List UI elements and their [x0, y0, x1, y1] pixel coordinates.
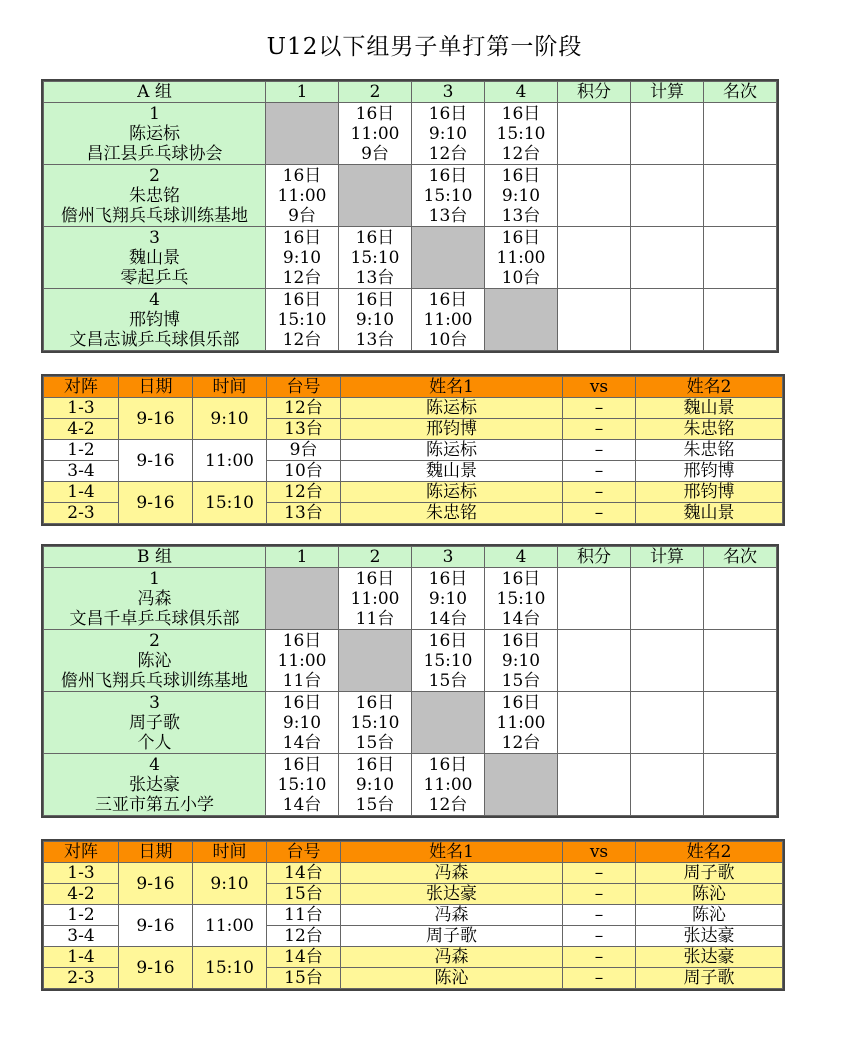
match-table: 15台 [428, 670, 468, 691]
match-date: 16日 [428, 289, 468, 310]
sched-a-header: 日期 [119, 377, 193, 398]
match-table: 9台 [361, 143, 389, 164]
match-player1: 陈运标 [341, 482, 563, 503]
group-a-score-cell [631, 165, 704, 227]
group-a-match-cell [485, 165, 558, 227]
group-a-player-row [44, 165, 777, 227]
match-time: 9:10 [355, 774, 395, 795]
group-b-match-cell [339, 692, 412, 754]
group-a-label: A 组 [44, 82, 266, 103]
match-vs: – [563, 503, 636, 524]
match-time: 15:10 [496, 123, 546, 144]
group-a-match-cell [485, 103, 558, 165]
match-time: 15:10 [277, 774, 327, 795]
match-player2: 魏山景 [636, 503, 783, 524]
group-a-match-cell [266, 165, 339, 227]
match-time: 15:10 [193, 482, 267, 524]
sched-a-match-row [44, 398, 783, 419]
match-vs: – [563, 461, 636, 482]
sched-a-header: 对阵 [44, 377, 119, 398]
match-date: 16日 [501, 630, 541, 651]
match-table: 12台 [282, 329, 322, 350]
group-a-player-row [44, 103, 777, 165]
group-a-grid [43, 81, 777, 351]
sched-a-header: vs [563, 377, 636, 398]
match-time: 9:10 [428, 123, 468, 144]
match-date: 16日 [428, 103, 468, 124]
match-time: 11:00 [423, 309, 473, 330]
group-a-match-cell [412, 103, 485, 165]
match-time: 15:10 [350, 712, 400, 733]
group-b-label: B 组 [44, 547, 266, 568]
match-date: 16日 [355, 754, 395, 775]
group-b-score-cell [558, 568, 631, 630]
match-table: 15台 [355, 794, 395, 815]
group-b-score-cell [631, 754, 704, 816]
group-a-match-cell [412, 289, 485, 351]
match-time: 9:10 [428, 588, 468, 609]
group-b-score-cell [631, 568, 704, 630]
sched-b-header: 日期 [119, 842, 193, 863]
match-player1: 魏山景 [341, 461, 563, 482]
match-date: 9-16 [119, 482, 193, 524]
player-name: 陈运标 [129, 123, 180, 144]
group-a-score-cell [631, 227, 704, 289]
match-vs: – [563, 926, 636, 947]
group-b-extra-header: 积分 [558, 547, 631, 568]
group-b-score-cell [704, 568, 777, 630]
match-vs: – [563, 905, 636, 926]
page-title: U12以下组男子单打第一阶段 [266, 34, 583, 60]
player-club: 昌江县乒乓球协会 [86, 143, 223, 164]
group-b-self-cell [485, 754, 558, 816]
match-pair: 2-3 [44, 968, 119, 989]
match-table: 11台 [267, 905, 341, 926]
match-date: 9-16 [119, 905, 193, 947]
group-b-match-cell [412, 754, 485, 816]
match-time: 9:10 [193, 398, 267, 440]
match-player2: 周子歌 [636, 863, 783, 884]
player-club: 零起乒乓 [120, 267, 189, 288]
match-table: 12台 [501, 143, 541, 164]
group-b-grid [43, 546, 777, 816]
match-player2: 魏山景 [636, 398, 783, 419]
group-b-score-cell [558, 692, 631, 754]
group-a-score-cell [558, 227, 631, 289]
match-table: 13台 [501, 205, 541, 226]
match-date: 9-16 [119, 947, 193, 989]
match-vs: – [563, 440, 636, 461]
match-date: 16日 [428, 568, 468, 589]
group-b-col-header: 1 [266, 547, 339, 568]
match-player1: 冯森 [341, 863, 563, 884]
match-table: 13台 [428, 205, 468, 226]
match-player1: 邢钧博 [341, 419, 563, 440]
group-b-col-header: 3 [412, 547, 485, 568]
group-a-match-cell [266, 227, 339, 289]
match-date: 16日 [355, 568, 395, 589]
player-name: 周子歌 [129, 712, 180, 733]
player-num: 4 [149, 289, 160, 310]
group-b-score-cell [704, 692, 777, 754]
match-time: 9:10 [193, 863, 267, 905]
match-table: 13台 [267, 503, 341, 524]
match-date: 16日 [428, 754, 468, 775]
player-num: 1 [149, 568, 160, 589]
match-pair: 1-4 [44, 482, 119, 503]
match-date: 16日 [501, 692, 541, 713]
match-table: 12台 [267, 482, 341, 503]
player-club: 文昌千卓乒乓球俱乐部 [69, 608, 240, 629]
match-date: 16日 [355, 692, 395, 713]
player-num: 2 [149, 630, 160, 651]
match-player2: 朱忠铭 [636, 419, 783, 440]
match-table: 10台 [267, 461, 341, 482]
match-table: 12台 [267, 926, 341, 947]
match-time: 15:10 [350, 247, 400, 268]
player-name: 魏山景 [129, 247, 180, 268]
sched-a-match-row [44, 440, 783, 461]
group-b-score-cell [558, 754, 631, 816]
match-date: 16日 [355, 103, 395, 124]
player-num: 4 [149, 754, 160, 775]
match-vs: – [563, 947, 636, 968]
match-player2: 张达豪 [636, 947, 783, 968]
match-pair: 1-4 [44, 947, 119, 968]
match-time: 9:10 [282, 247, 322, 268]
match-player2: 陈沁 [636, 884, 783, 905]
match-player1: 陈沁 [341, 968, 563, 989]
match-date: 16日 [501, 227, 541, 248]
group-a-match-cell [485, 227, 558, 289]
match-pair: 1-3 [44, 398, 119, 419]
match-table: 15台 [355, 732, 395, 753]
group-b-match-cell [339, 568, 412, 630]
match-time: 9:10 [501, 185, 541, 206]
sched-b-match-row [44, 947, 783, 968]
match-time: 15:10 [277, 309, 327, 330]
match-date: 16日 [428, 630, 468, 651]
sched-a-header: 时间 [193, 377, 267, 398]
group-b-player-row [44, 568, 777, 630]
match-vs: – [563, 968, 636, 989]
match-time: 11:00 [423, 774, 473, 795]
match-table: 14台 [282, 794, 322, 815]
group-a-score-cell [558, 103, 631, 165]
match-vs: – [563, 398, 636, 419]
match-table: 14台 [501, 608, 541, 629]
group-b-match-cell [485, 568, 558, 630]
group-a-header-row [44, 82, 777, 103]
match-pair: 1-2 [44, 905, 119, 926]
group-a-score-cell [558, 289, 631, 351]
match-table: 15台 [267, 968, 341, 989]
group-a-extra-header: 名次 [704, 82, 777, 103]
match-table: 14台 [267, 947, 341, 968]
player-club: 三亚市第五小学 [95, 794, 214, 815]
match-pair: 3-4 [44, 461, 119, 482]
group-b-match-cell [339, 754, 412, 816]
group-b-match-cell [266, 630, 339, 692]
match-date: 16日 [501, 103, 541, 124]
sched-b-header: vs [563, 842, 636, 863]
match-player2: 邢钧博 [636, 461, 783, 482]
match-table: 13台 [267, 419, 341, 440]
group-a-score-cell [631, 103, 704, 165]
match-date: 16日 [282, 289, 322, 310]
player-name: 朱忠铭 [129, 185, 180, 206]
group-a-score-cell [704, 227, 777, 289]
match-date: 16日 [282, 754, 322, 775]
match-pair: 4-2 [44, 419, 119, 440]
sched-b-header: 姓名2 [636, 842, 783, 863]
group-a-self-cell [339, 165, 412, 227]
match-table: 12台 [428, 794, 468, 815]
match-time: 15:10 [423, 185, 473, 206]
match-date: 16日 [282, 227, 322, 248]
group-a-col-header: 3 [412, 82, 485, 103]
group-b-player-row [44, 692, 777, 754]
group-a-self-cell [266, 103, 339, 165]
group-a-score-cell [704, 103, 777, 165]
group-b-self-cell [339, 630, 412, 692]
group-b-score-cell [631, 692, 704, 754]
match-date: 16日 [428, 165, 468, 186]
match-date: 9-16 [119, 863, 193, 905]
player-num: 3 [149, 227, 160, 248]
group-b-player-row [44, 630, 777, 692]
sched-a-header-row [44, 377, 783, 398]
group-b-score-cell [704, 754, 777, 816]
group-b-score-cell [558, 630, 631, 692]
group-b-match-cell [412, 630, 485, 692]
match-table: 11台 [355, 608, 395, 629]
player-name: 张达豪 [129, 774, 180, 795]
group-a-match-cell [412, 165, 485, 227]
match-date: 16日 [501, 568, 541, 589]
group-a-score-cell [631, 289, 704, 351]
match-player1: 陈运标 [341, 398, 563, 419]
sched-b-header: 时间 [193, 842, 267, 863]
match-vs: – [563, 419, 636, 440]
player-club: 文昌志诚乒乓球俱乐部 [69, 329, 240, 350]
match-table: 9台 [288, 205, 316, 226]
match-table: 15台 [267, 884, 341, 905]
player-club: 个人 [137, 732, 172, 753]
match-date: 16日 [282, 630, 322, 651]
match-time: 11:00 [496, 712, 546, 733]
match-time: 11:00 [350, 588, 400, 609]
match-table: 14台 [282, 732, 322, 753]
match-time: 15:10 [496, 588, 546, 609]
match-table: 14台 [428, 608, 468, 629]
group-b-player-cell [44, 568, 266, 630]
match-pair: 1-3 [44, 863, 119, 884]
group-a-player-cell [44, 103, 266, 165]
player-name: 冯森 [137, 588, 172, 609]
match-time: 11:00 [496, 247, 546, 268]
group-b-score-cell [704, 630, 777, 692]
match-time: 11:00 [193, 440, 267, 482]
group-b-header-row [44, 547, 777, 568]
match-table: 9台 [267, 440, 341, 461]
player-num: 1 [149, 103, 160, 124]
player-name: 邢钧博 [129, 309, 180, 330]
group-b-player-cell [44, 630, 266, 692]
match-player2: 邢钧博 [636, 482, 783, 503]
sched-b-header: 姓名1 [341, 842, 563, 863]
group-b-match-cell [412, 568, 485, 630]
sched-a-match-row [44, 482, 783, 503]
match-vs: – [563, 884, 636, 905]
match-table: 12台 [428, 143, 468, 164]
match-table: 14台 [267, 863, 341, 884]
match-vs: – [563, 863, 636, 884]
group-a-self-cell [485, 289, 558, 351]
match-date: 9-16 [119, 440, 193, 482]
group-a-match-cell [339, 227, 412, 289]
match-table: 10台 [428, 329, 468, 350]
group-a-match-cell [339, 289, 412, 351]
match-player1: 冯森 [341, 947, 563, 968]
group-a-player-cell [44, 165, 266, 227]
group-a-score-cell [704, 165, 777, 227]
match-player1: 冯森 [341, 905, 563, 926]
group-a-self-cell [412, 227, 485, 289]
match-table: 13台 [355, 267, 395, 288]
group-a-score-cell [704, 289, 777, 351]
group-b-col-header: 2 [339, 547, 412, 568]
match-time: 15:10 [423, 650, 473, 671]
match-pair: 4-2 [44, 884, 119, 905]
match-pair: 2-3 [44, 503, 119, 524]
match-time: 9:10 [355, 309, 395, 330]
match-player2: 朱忠铭 [636, 440, 783, 461]
match-table: 10台 [501, 267, 541, 288]
match-date: 16日 [355, 289, 395, 310]
sched-b-header-row [44, 842, 783, 863]
group-a-col-header: 2 [339, 82, 412, 103]
match-table: 12台 [501, 732, 541, 753]
sched-b-match-row [44, 863, 783, 884]
match-pair: 3-4 [44, 926, 119, 947]
group-a-score-cell [558, 165, 631, 227]
match-player1: 朱忠铭 [341, 503, 563, 524]
group-a-player-row [44, 289, 777, 351]
group-b-player-cell [44, 692, 266, 754]
group-a-extra-header: 计算 [631, 82, 704, 103]
sched-a-header: 姓名2 [636, 377, 783, 398]
sched-a-header: 台号 [267, 377, 341, 398]
sched-b-header: 台号 [267, 842, 341, 863]
group-a-col-header: 4 [485, 82, 558, 103]
match-table: 12台 [267, 398, 341, 419]
group-b-player-cell [44, 754, 266, 816]
match-date: 9-16 [119, 398, 193, 440]
match-player2: 张达豪 [636, 926, 783, 947]
match-pair: 1-2 [44, 440, 119, 461]
player-num: 2 [149, 165, 160, 186]
match-player1: 陈运标 [341, 440, 563, 461]
match-date: 16日 [501, 165, 541, 186]
match-vs: – [563, 482, 636, 503]
player-name: 陈沁 [137, 650, 172, 671]
group-a-player-cell [44, 227, 266, 289]
group-b-extra-header: 名次 [704, 547, 777, 568]
group-b-schedule [43, 841, 783, 989]
sched-b-header: 对阵 [44, 842, 119, 863]
group-b-col-header: 4 [485, 547, 558, 568]
match-time: 11:00 [277, 185, 327, 206]
sched-b-match-row [44, 905, 783, 926]
group-b-score-cell [631, 630, 704, 692]
group-a-extra-header: 积分 [558, 82, 631, 103]
match-table: 11台 [282, 670, 322, 691]
match-table: 15台 [501, 670, 541, 691]
player-club: 儋州飞翔兵乓球训练基地 [61, 670, 248, 691]
group-b-self-cell [266, 568, 339, 630]
match-time: 15:10 [193, 947, 267, 989]
match-player2: 陈沁 [636, 905, 783, 926]
match-time: 9:10 [282, 712, 322, 733]
match-time: 9:10 [501, 650, 541, 671]
match-table: 12台 [282, 267, 322, 288]
group-a-schedule [43, 376, 783, 524]
match-time: 11:00 [277, 650, 327, 671]
match-date: 16日 [355, 227, 395, 248]
group-a-player-row [44, 227, 777, 289]
group-a-player-cell [44, 289, 266, 351]
sched-a-header: 姓名1 [341, 377, 563, 398]
group-b-match-cell [266, 754, 339, 816]
group-b-match-cell [485, 630, 558, 692]
match-player1: 张达豪 [341, 884, 563, 905]
match-table: 13台 [355, 329, 395, 350]
group-a-match-cell [339, 103, 412, 165]
group-b-match-cell [266, 692, 339, 754]
group-b-player-row [44, 754, 777, 816]
player-num: 3 [149, 692, 160, 713]
match-date: 16日 [282, 165, 322, 186]
match-date: 16日 [282, 692, 322, 713]
group-a-match-cell [266, 289, 339, 351]
match-player1: 周子歌 [341, 926, 563, 947]
match-time: 11:00 [350, 123, 400, 144]
group-b-extra-header: 计算 [631, 547, 704, 568]
player-club: 儋州飞翔兵乓球训练基地 [61, 205, 248, 226]
group-b-self-cell [412, 692, 485, 754]
match-player2: 周子歌 [636, 968, 783, 989]
group-b-match-cell [485, 692, 558, 754]
group-a-col-header: 1 [266, 82, 339, 103]
match-time: 11:00 [193, 905, 267, 947]
